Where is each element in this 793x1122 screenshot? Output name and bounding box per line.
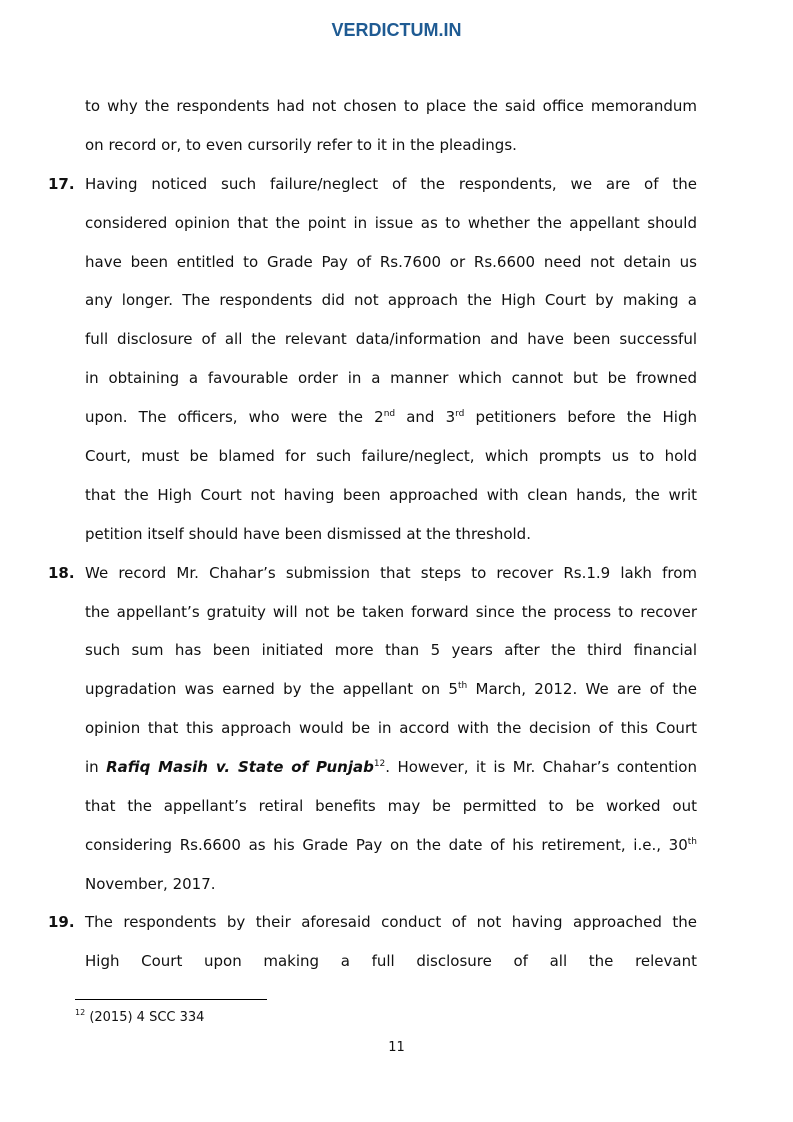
text-line [85, 329, 697, 349]
text-line [85, 290, 697, 310]
text-line [85, 96, 697, 116]
paragraph-number: 19. [48, 913, 75, 931]
text-line [85, 679, 697, 699]
text-segment: November, 2017. [85, 875, 216, 893]
case-citation: Rafiq Masih v. State of Punjab [106, 758, 374, 776]
superscript: 12 [373, 759, 386, 769]
text-segment: considering Rs.6600 as his Grade Pay on the date of his retirement, i.e., 30 [85, 836, 688, 854]
text-line [85, 718, 697, 738]
text-segment: Court, must be blamed for such failure/neglect, which prompts us to hold [85, 447, 697, 465]
text-line [85, 563, 697, 583]
text-segment: the appellant’s gratuity will not be taken forward since the process to recover [85, 603, 697, 621]
text-segment: and 3 [395, 408, 456, 426]
superscript: th [457, 681, 468, 691]
footnote-divider [75, 999, 267, 1000]
superscript: nd [383, 409, 396, 419]
text-line [85, 485, 697, 505]
text-line [85, 951, 697, 971]
text-line [85, 252, 697, 272]
text-segment: The respondents by their aforesaid conduct of not having approached the [85, 913, 697, 931]
text-segment: High Court upon making a full disclosure of all the relevant [85, 952, 697, 970]
text-segment: in obtaining a favourable order in a manner which cannot but be frowned [85, 369, 697, 387]
text-segment: that the appellant’s retiral benefits may be permitted to be worked out [85, 797, 697, 815]
text-line [85, 407, 697, 427]
text-segment: any longer. The respondents did not approach the High Court by making a [85, 291, 697, 309]
text-segment: Having noticed such failure/neglect of the respondents, we are of the [85, 175, 697, 193]
text-segment: have been entitled to Grade Pay of Rs.7600 or Rs.6600 need not detain us [85, 253, 697, 271]
text-line [85, 640, 697, 660]
superscript: th [687, 837, 697, 847]
text-segment: We record Mr. Chahar’s submission that steps to recover Rs.1.9 lakh from [85, 564, 697, 582]
text-line [85, 602, 697, 622]
text-line [85, 174, 697, 194]
paragraph-number: 17. [48, 175, 75, 193]
text-line [85, 446, 697, 466]
text-segment: . However, it is Mr. Chahar’s contention [385, 758, 697, 776]
text-line [85, 835, 697, 855]
text-segment: petition itself should have been dismissed at the threshold. [85, 525, 531, 543]
superscript: rd [455, 409, 465, 419]
footnote-marker: 12 [75, 1008, 86, 1017]
text-line [85, 874, 697, 894]
footnote-text: (2015) 4 SCC 334 [85, 1010, 205, 1025]
text-segment: on record or, to even cursorily refer to it in the pleadings. [85, 136, 517, 154]
text-segment: such sum has been initiated more than 5 years after the third financial [85, 641, 697, 659]
text-segment: upgradation was earned by the appellant on 5 [85, 680, 458, 698]
text-segment: petitioners before the High [464, 408, 697, 426]
footnote [75, 1010, 204, 1025]
text-segment: in [85, 758, 107, 776]
text-line [85, 796, 697, 816]
text-line [85, 524, 697, 544]
text-line [85, 368, 697, 388]
paragraph-number: 18. [48, 564, 75, 582]
watermark-header: VERDICTUM.IN [331, 20, 462, 40]
text-segment: opinion that this approach would be in accord with the decision of this Court [85, 719, 697, 737]
text-segment: that the High Court not having been approached with clean hands, the writ [85, 486, 697, 504]
text-segment: to why the respondents had not chosen to place the said office memorandum [85, 97, 697, 115]
text-segment: full disclosure of all the relevant data/information and have been successful [85, 330, 697, 348]
text-line [85, 213, 697, 233]
text-segment: March, 2012. We are of the [467, 680, 697, 698]
page-number: 11 [388, 1040, 405, 1055]
text-segment: upon. The officers, who were the 2 [85, 408, 384, 426]
text-line [85, 135, 697, 155]
text-line [85, 757, 697, 777]
text-line [85, 912, 697, 932]
text-segment: considered opinion that the point in issue as to whether the appellant should [85, 214, 697, 232]
